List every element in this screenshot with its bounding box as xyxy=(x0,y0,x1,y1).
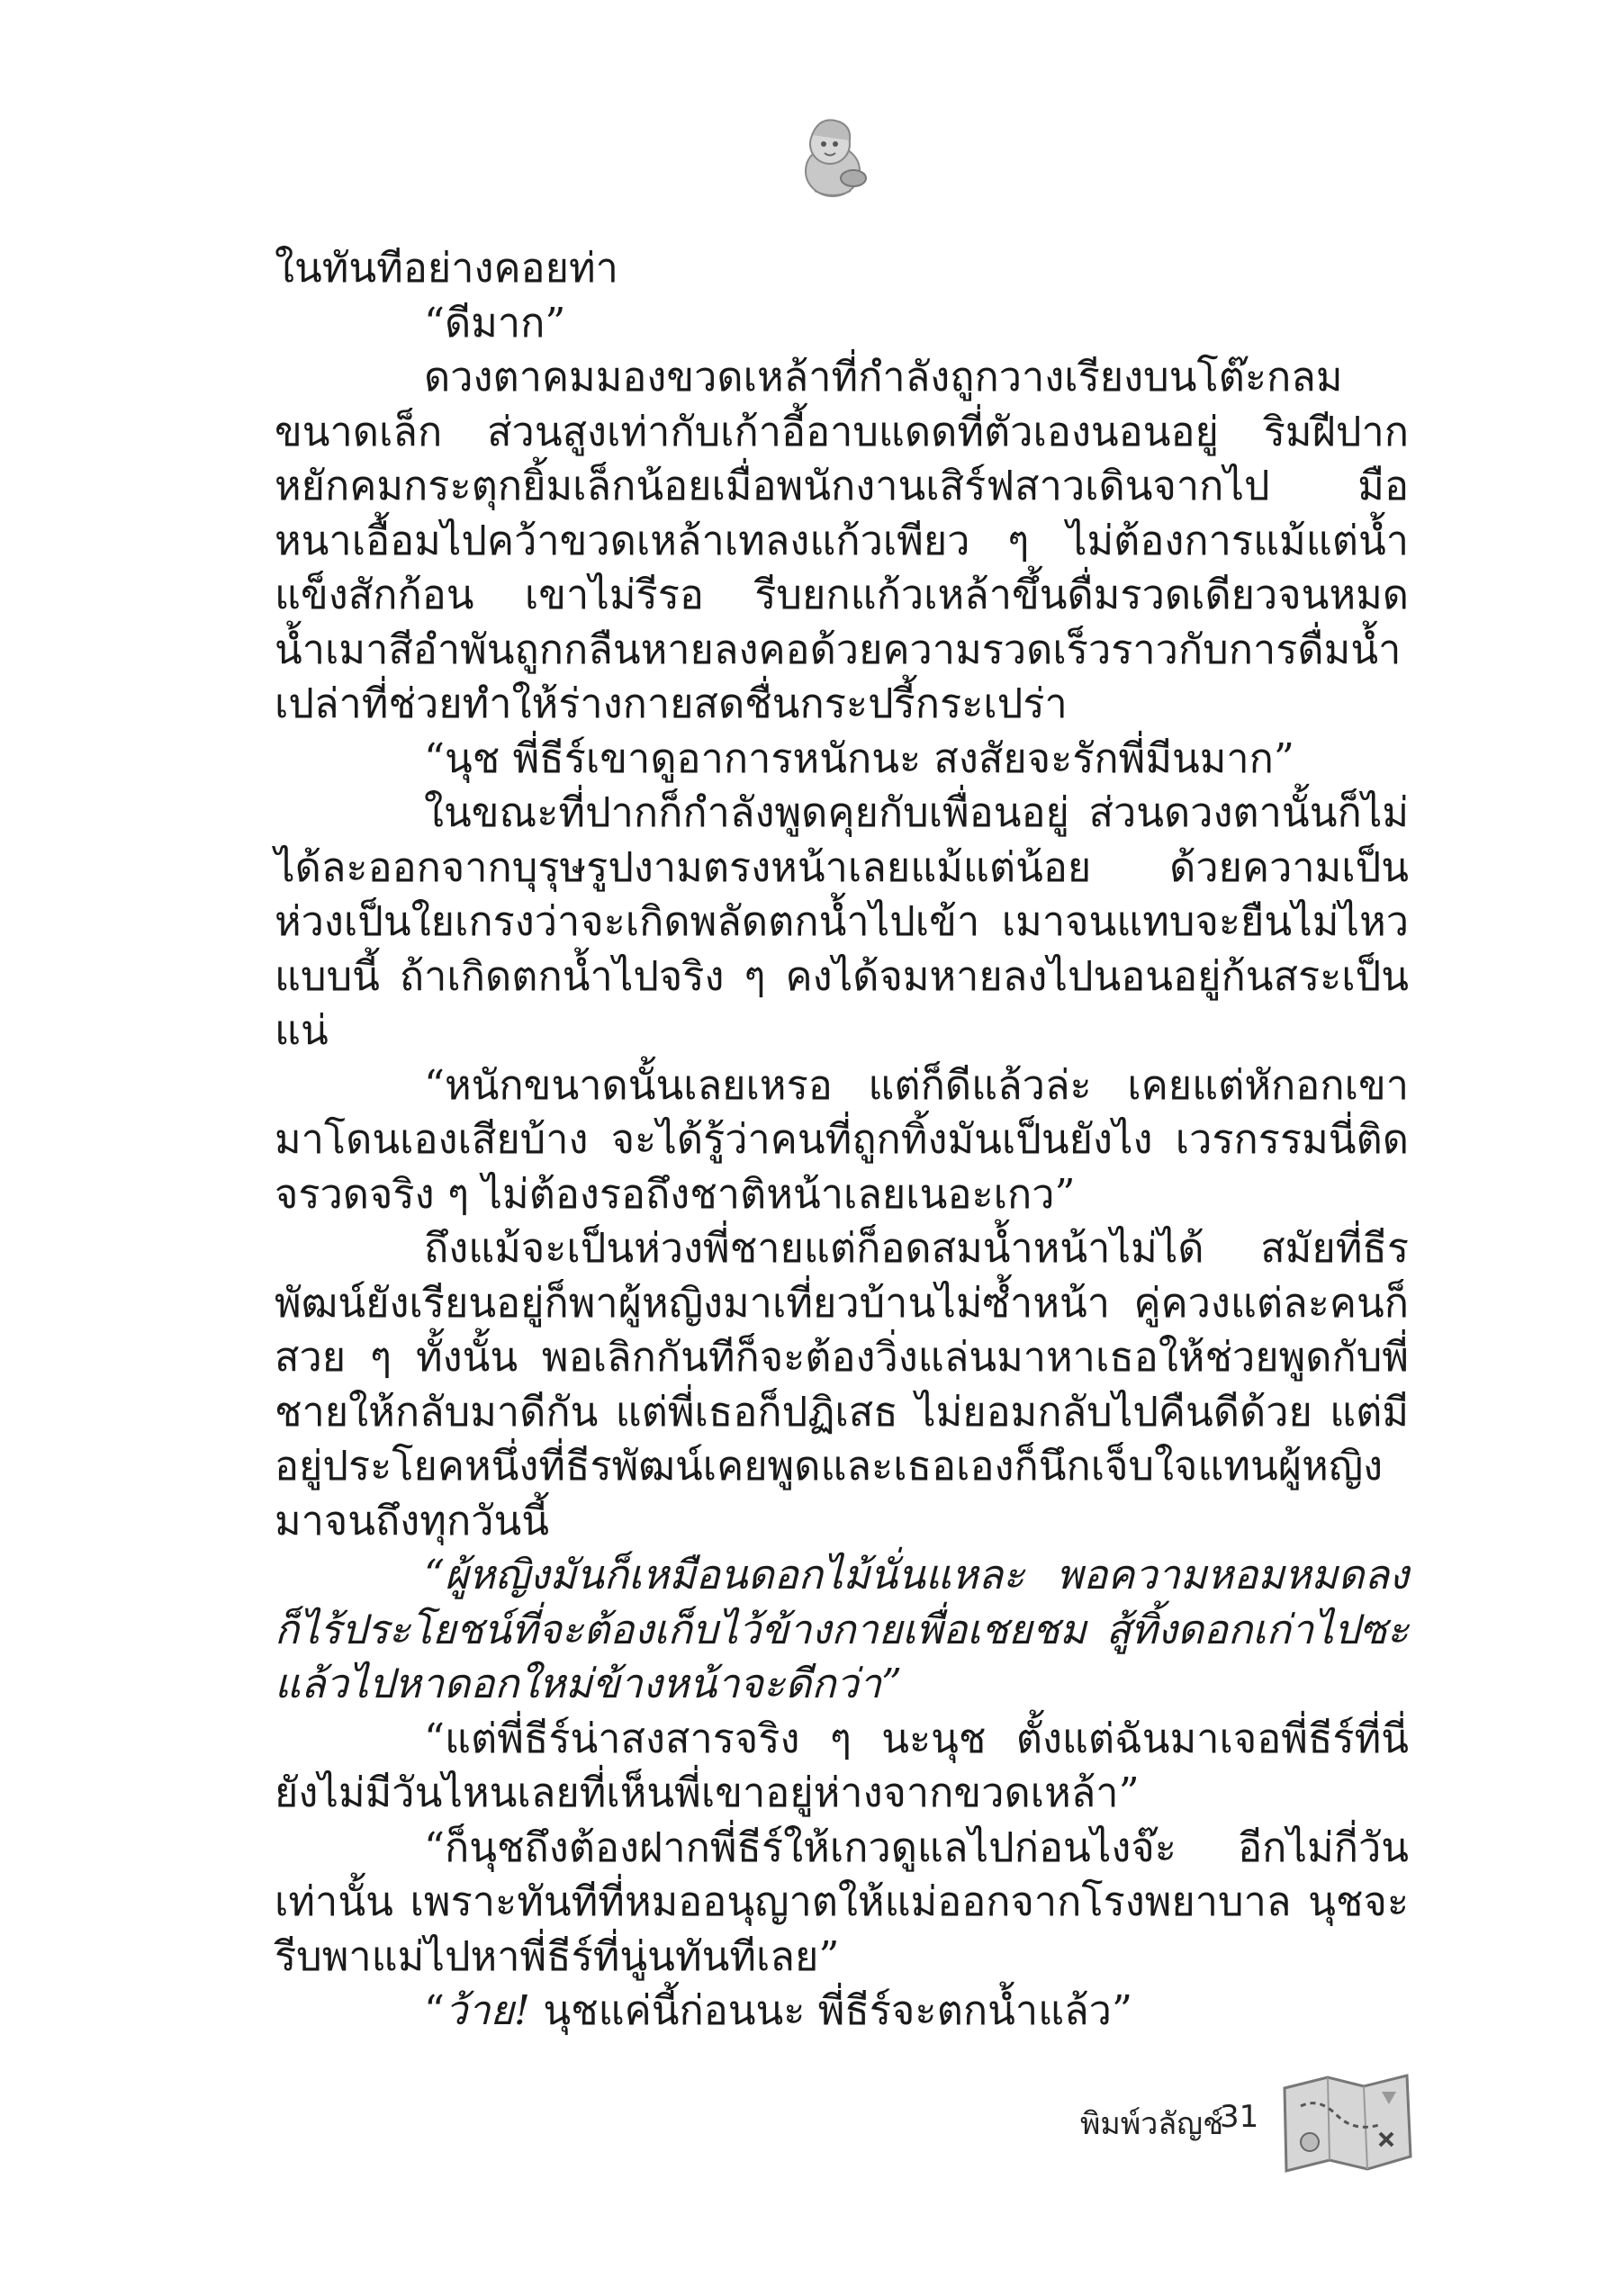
paragraph: ถึงแม้จะเป็นห่วงพี่ชายแต่ก็อดสมน้ำหน้าไม่ได้ สมัยที่ธีรพัฒน์ยังเรียนอยู่ก็พาผู้หญิงมาเที่ยวบ้านไม่ซ้ำหน้า คู่ควงแต่ละคนก็สวย ๆ ทั้งนั้น พอเลิกกันทีก็จะต้องวิ่งแล่นมาหาเธอให้ช่วยพูดกับพี่ชายให้กลับมาดีกัน แต่พี่เธอก็ปฏิเสธ ไม่ยอมกลับไปคืนดีด้วย แต่มีอยู่ประโยคหนึ่งที่ธีรพัฒน์เคยพูดและเธอเองก็นึกเจ็บใจแทนผู้หญิงมาจนถึงทุกวันนี้ xyxy=(275,1224,1409,1544)
paragraph: “นุช พี่ธีร์เขาดูอาการหนักนะ สงสัยจะรักพี่มีนมาก” xyxy=(424,734,1294,782)
footer-author: พิมพ์วลัญช์ xyxy=(1080,2106,1224,2142)
treasure-map-icon xyxy=(1274,2070,1418,2178)
paragraph: ในขณะที่ปากก็กำลังพูดคุยกับเพื่อนอยู่ ส่วนดวงตานั้นก็ไม่ได้ละออกจากบุรุษรูปงามตรงหน้าเลยแม้แต่น้อย ด้วยความเป็นห่วงเป็นใยเกรงว่าจะเกิดพลัดตกน้ำไปเข้า เมาจนแทบจะยืนไม่ไหวแบบนี้ ถ้าเกิดตกน้ำไปจริง ๆ คงได้จมหายลงไปนอนอยู่ก้นสระเป็นแน่ xyxy=(275,788,1409,1054)
page-number: 31 xyxy=(1220,2099,1259,2135)
last-line-text: นุชแค่นี้ก่อนนะ พี่ธีร์จะตกน้ำแล้ว” xyxy=(530,1986,1132,2034)
paragraph: “หนักขนาดนั้นเลยเหรอ แต่ก็ดีแล้วล่ะ เคยแต่หักอกเขา มาโดนเองเสียบ้าง จะได้รู้ว่าคนที่ถูกทิ้งมันเป็นยังไง เวรกรรมนี่ติดจรวดจริง ๆ ไม่ต้องรอถึงชาติหน้าเลยเนอะเกว” xyxy=(275,1060,1409,1218)
cartoon-character-icon xyxy=(783,108,882,207)
body-text xyxy=(275,241,1409,2039)
paragraph: ในทันทีอย่างคอยท่า xyxy=(275,244,618,292)
paragraph: ดวงตาคมมองขวดเหล้าที่กำลังถูกวางเรียงบนโต๊ะกลมขนาดเล็ก ส่วนสูงเท่ากับเก้าอี้อาบแดดที่ตัวเองนอนอยู่ ริมฝีปากหยักคมกระตุกยิ้มเล็กน้อยเมื่อพนักงานเสิร์ฟสาวเดินจากไป มือหนาเอื้อมไปคว้าขวดเหล้าเทลงแก้วเพียว ๆ ไม่ต้องการแม้แต่น้ำแข็งสักก้อน เขาไม่รีรอ รีบยกแก้วเหล้าขึ้นดื่มรวดเดียวจนหมด น้ำเมาสีอำพันถูกกลืนหายลงคอด้วยความรวดเร็วราวกับการดื่มน้ำเปล่าที่ช่วยทำให้ร่างกายสดชื่นกระปรี้กระเปร่า xyxy=(275,353,1409,727)
open-quote: “ xyxy=(424,1986,446,2034)
paragraph: “ดีมาก” xyxy=(424,298,566,347)
paragraph-last xyxy=(275,1984,1409,2039)
paragraph: “แต่พี่ธีร์น่าสงสารจริง ๆ นะนุช ตั้งแต่ฉันมาเจอพี่ธีร์ที่นี่ ยังไม่มีวันไหนเลยที่เห็นพี่เขาอยู่ห่างจากขวดเหล้า” xyxy=(275,1714,1409,1816)
paragraph: “ก็นุชถึงต้องฝากพี่ธีร์ให้เกวดูแลไปก่อนไงจ๊ะ อีกไม่กี่วันเท่านั้น เพราะทันทีที่หมออนุญาตให้แม่ออกจากโรงพยาบาล นุชจะรีบพาแม่ไปหาพี่ธีร์ที่นู่นทันทีเลย” xyxy=(275,1823,1409,1980)
exclamation: ว้าย! xyxy=(445,1986,531,2034)
paragraph-italic-quote: “ผู้หญิงมันก็เหมือนดอกไม้นั่นแหละ พอความหอมหมดลงก็ไร้ประโยชน์ที่จะต้องเก็บไว้ข้างกายเพื่อเชยชม สู้ทิ้งดอกเก่าไปซะแล้วไปหาดอกใหม่ข้างหน้าจะดีกว่า” xyxy=(275,1551,1409,1707)
